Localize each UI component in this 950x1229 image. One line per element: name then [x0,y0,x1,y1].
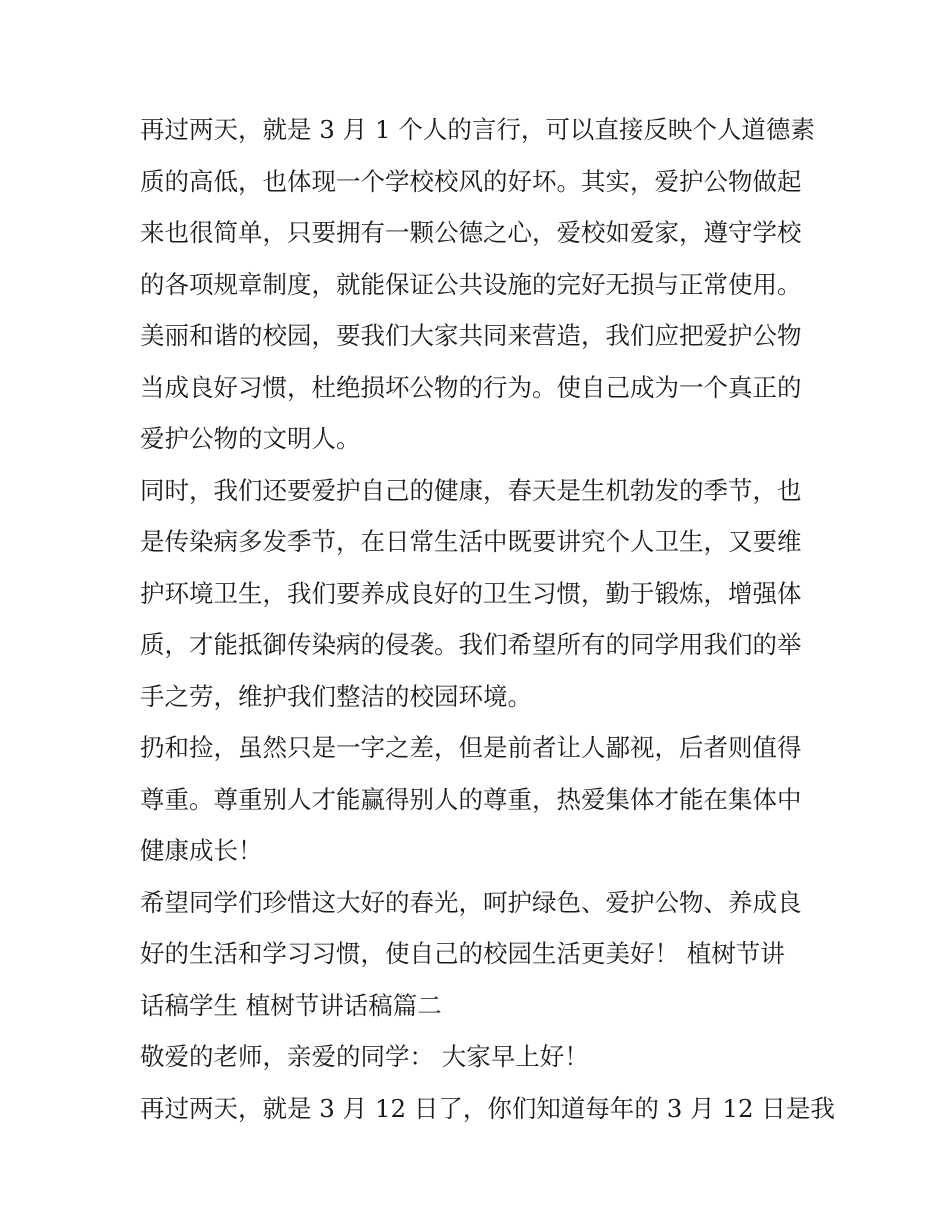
text-line: 的各项规章制度，就能保证公共设施的完好无损与正常使用。 [140,269,802,299]
text-line: 当成良好习惯，杜绝损坏公物的行为。使自己成为一个真正的 [140,372,802,402]
text-line: 来也很简单，只要拥有一颗公德之心，爱校如爱家，遵守学校 [140,218,802,247]
text-line: 敬爱的老师，亲爱的同学： 大家早上好！ [140,1042,589,1071]
text-line: 好的生活和学习习惯，使自己的校园生活更美好！ 植树节讲 [140,939,785,968]
text-line: 再过两天，就是 3 月 12 日了，你们知道每年的 3 月 12 日是我 [140,1093,835,1123]
text-line: 希望同学们珍惜这大好的春光，呵护绿色、爱护公物、养成良 [140,887,802,917]
text-line: 质，才能抵御传染病的侵袭。我们希望所有的同学用我们的举 [140,630,802,659]
text-line: 手之劳，维护我们整洁的校园环境。 [140,681,532,711]
text-line: 护环境卫生，我们要养成良好的卫生习惯，勤于锻炼，增强体 [140,578,802,608]
text-line: 是传染病多发季节，在日常生活中既要讲究个人卫生，又要维 [140,527,802,556]
text-line: 质的高低，也体现一个学校校风的好坏。其实，爱护公物做起 [140,166,802,196]
text-line: 再过两天，就是 3 月 1 个人的言行，可以直接反映个人道德素 [140,115,815,144]
text-line: 扔和捡，虽然只是一字之差，但是前者让人鄙视，后者则值得 [140,733,802,762]
text-line: 美丽和谐的校园，要我们大家共同来营造，我们应把爱护公物 [140,321,802,350]
text-line: 话稿学生 植树节讲话稿篇二 [140,990,442,1020]
text-line: 爱护公物的文明人。 [140,424,361,453]
text-line: 健康成长！ [140,836,263,865]
text-line: 尊重。尊重别人才能赢得别人的尊重，热爱集体才能在集体中 [140,784,802,814]
text-line: 同时，我们还要爱护自己的健康，春天是生机勃发的季节，也 [140,475,802,505]
body-text [140,104,835,1134]
